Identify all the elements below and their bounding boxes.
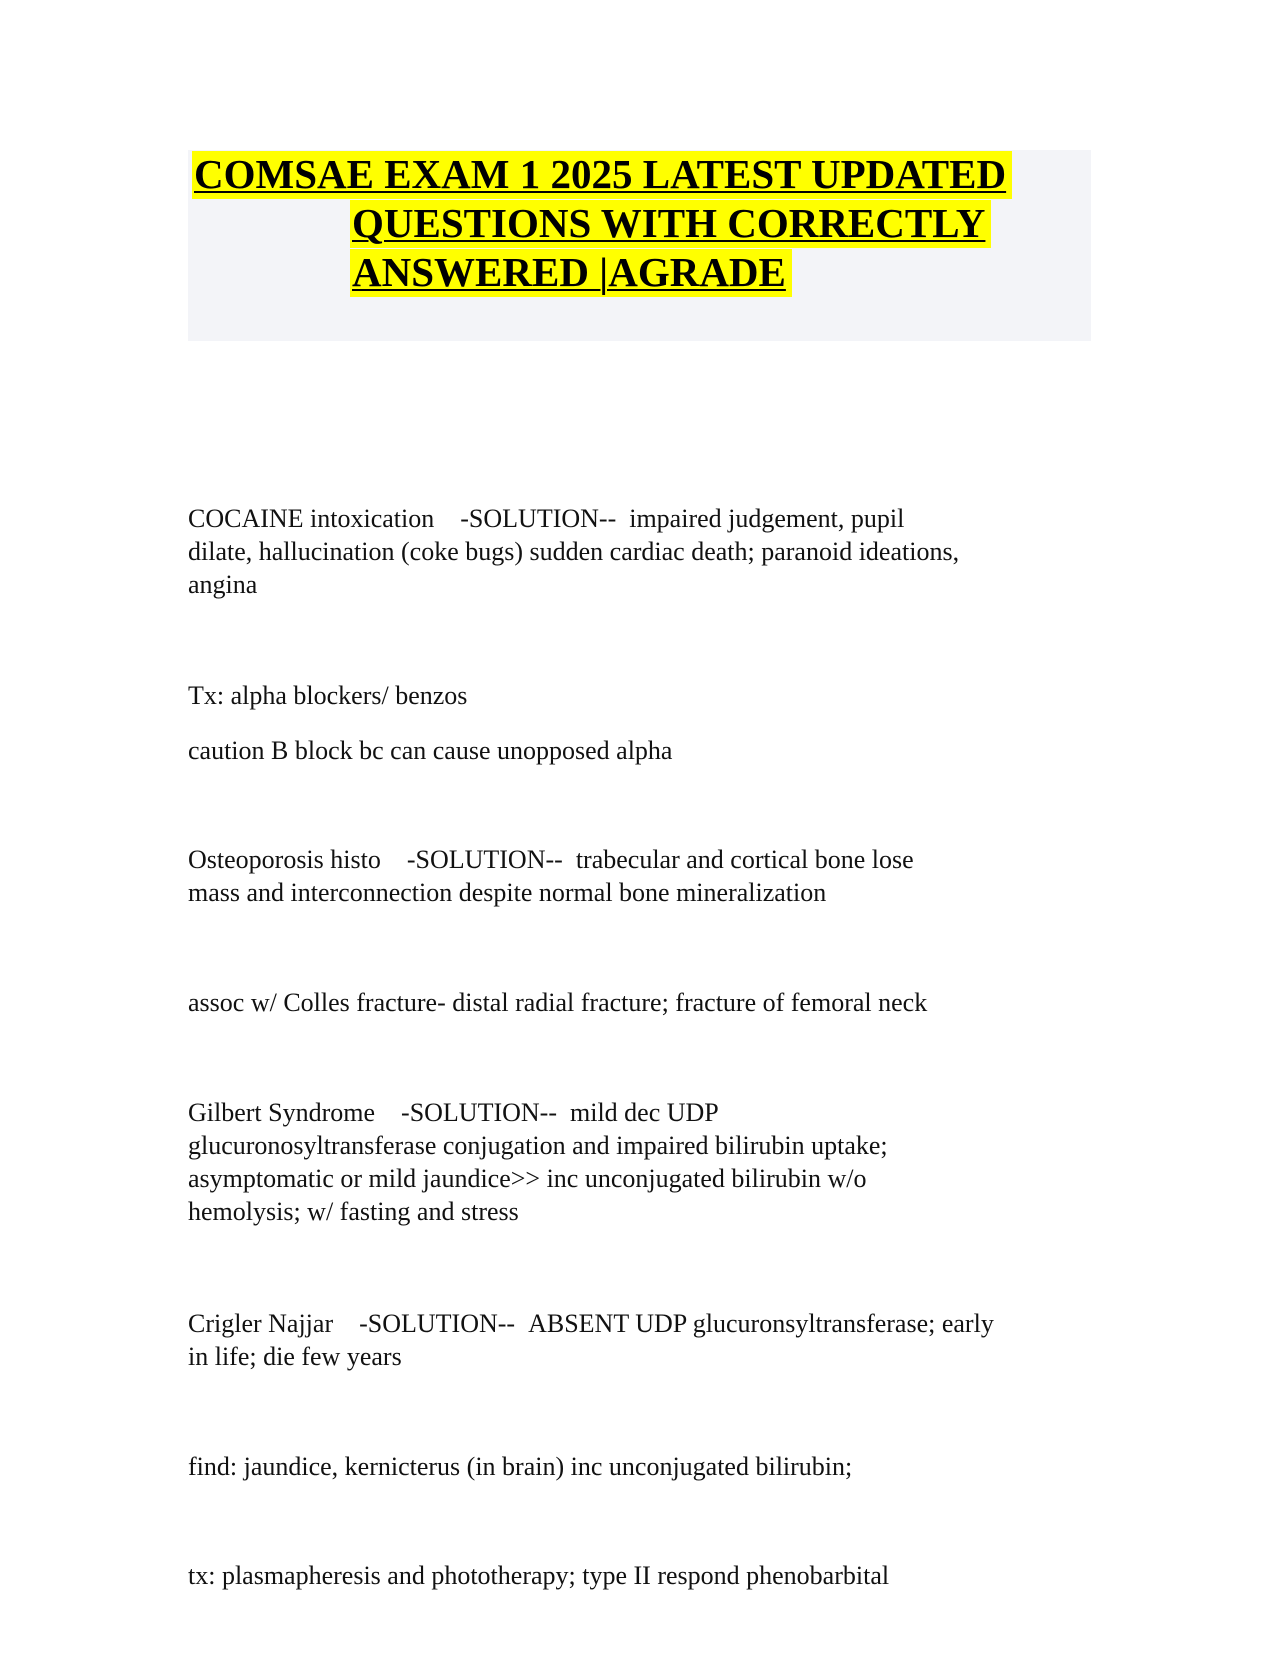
entry-find: find: jaundice, kernicterus (in brain) inc unconjugated bilirubin; (188, 1452, 853, 1481)
entry-term: Osteoporosis histo (188, 845, 381, 874)
entry-cocaine (188, 502, 1108, 601)
document-title-line-3: ANSWERED |AGRADE (350, 249, 792, 295)
entry-text: trabecular and cortical bone lose (575, 845, 914, 874)
entry-term: Crigler Najjar (188, 1309, 334, 1338)
document-title-line-2: QUESTIONS WITH CORRECTLY (350, 200, 991, 246)
document-title-line-1: COMSAE EXAM 1 2025 LATEST UPDATED (192, 151, 1012, 197)
entry-line (188, 1307, 1108, 1340)
entry-text: mild dec UDP (570, 1098, 719, 1127)
entry-line: angina (188, 570, 258, 599)
solution-label: -SOLUTION-- (359, 1309, 516, 1338)
entry-line: dilate, hallucination (coke bugs) sudden cardiac death; paranoid ideations, (188, 537, 960, 566)
entry-tx-cocaine: Tx: alpha blockers/ benzos (188, 681, 468, 710)
entry-crigler-najjar (188, 1307, 1108, 1373)
entry-line (188, 502, 1108, 535)
entry-gilbert (188, 1096, 1108, 1228)
entry-osteoporosis (188, 843, 1108, 909)
solution-label: -SOLUTION-- (460, 504, 617, 533)
entry-colles: assoc w/ Colles fracture- distal radial fracture; fracture of femoral neck (188, 988, 928, 1017)
entry-line: hemolysis; w/ fasting and stress (188, 1197, 519, 1226)
entry-text: impaired judgement, pupil (629, 504, 905, 533)
entry-line: glucuronosyltransferase conjugation and impaired bilirubin uptake; (188, 1131, 888, 1160)
entry-text: ABSENT UDP glucuronsyltransferase; early (528, 1309, 994, 1338)
entry-term: COCAINE intoxication (188, 504, 435, 533)
entry-tx-crigler: tx: plasmapheresis and phototherapy; type II respond phenobarbital (188, 1561, 890, 1590)
entry-line: mass and interconnection despite normal bone mineralization (188, 878, 827, 907)
entry-line (188, 1096, 1108, 1129)
solution-label: -SOLUTION-- (401, 1098, 557, 1127)
entry-line: asymptomatic or mild jaundice>> inc unconjugated bilirubin w/o (188, 1164, 867, 1193)
entry-caution: caution B block bc can cause unopposed alpha (188, 736, 673, 765)
entry-line (188, 843, 1108, 876)
entry-line: in life; die few years (188, 1342, 402, 1371)
entry-term: Gilbert Syndrome (188, 1098, 376, 1127)
solution-label: -SOLUTION-- (406, 845, 563, 874)
